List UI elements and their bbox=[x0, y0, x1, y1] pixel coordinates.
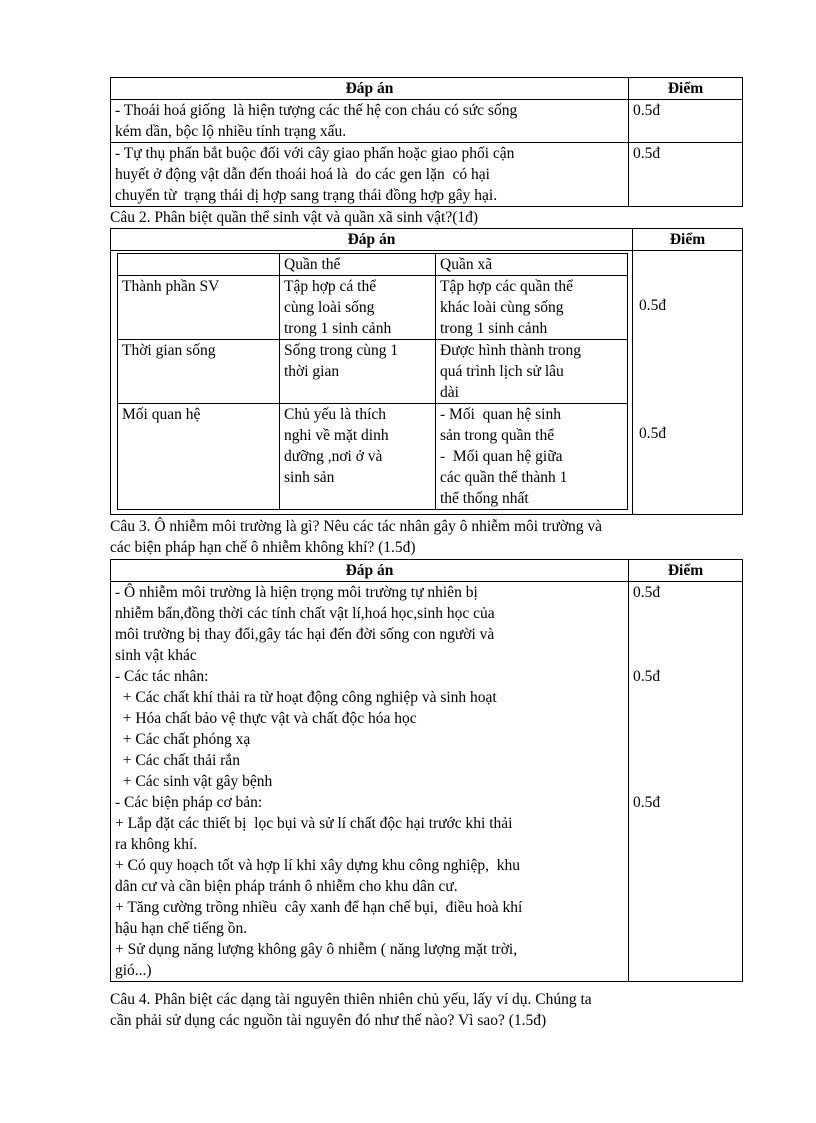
comparison-cell bbox=[111, 251, 633, 515]
score-value: 0.5đ bbox=[639, 425, 667, 442]
comparison-table bbox=[117, 253, 628, 510]
row-label: Thời gian sống bbox=[118, 340, 280, 404]
score-cell: 0.5đ bbox=[629, 100, 743, 143]
score-cell bbox=[633, 251, 743, 515]
corner-cell bbox=[118, 254, 280, 276]
row-label: Thành phần SV bbox=[118, 276, 280, 340]
col-header-quan-xa: Quần xã bbox=[436, 254, 628, 276]
score-cell: 0.5đ bbox=[629, 582, 743, 667]
answer-cell: - Thoái hoá giống là hiện tượng các thế hệ con cháu có sức sống kém dần, bộc lộ nhiều tính trạng xấu. bbox=[111, 100, 629, 143]
question-4: Câu 4. Phân biệt các dạng tài nguyên thiên nhiên chủ yếu, lấy ví dụ. Chúng ta cần phải sử dụng các nguồn tài nguyên đó như thế nào? Vì sao? (1.5đ) bbox=[110, 991, 592, 1029]
col-header-quan-the: Quần thể bbox=[280, 254, 436, 276]
score-cell: 0.5đ bbox=[629, 143, 743, 207]
quan-the-cell: Chủ yếu là thích nghi về mặt dinh dưỡng ,nơi ở và sinh sản bbox=[280, 404, 436, 510]
answer-cell: - Các tác nhân: + Các chất khí thải ra từ hoạt động công nghiệp và sinh hoạt + Hóa chất bảo vệ thực vật và chất độc hóa học + Các chất phóng xạ + Các chất thải rắn + Các sinh vật gây bệnh bbox=[111, 666, 629, 792]
answer-header: Đáp án bbox=[111, 560, 629, 582]
quan-xa-cell: Tập hợp các quần thể khác loài cùng sống trong 1 sinh cảnh bbox=[436, 276, 628, 340]
row-label: Mối quan hệ bbox=[118, 404, 280, 510]
question-2: Câu 2. Phân biệt quần thể sinh vật và quần xã sinh vật?(1đ) bbox=[110, 209, 479, 226]
answer-cell: - Các biện pháp cơ bản: + Lắp đặt các thiết bị lọc bụi và sử lí chất độc hại trước khi thải ra không khí. + Có quy hoạch tốt và hợp lí khi xây dựng khu công nghiệp, khu dân cư và cần biện pháp tránh ô nhiễm cho khu dân cư. + Tăng cường trồng nhiều cây xanh để hạn chế bụi, điều hoà khí hậu hạn chế tiếng ồn. + Sử dụng năng lượng không gây ô nhiễm ( năng lượng mặt trời, gió...) bbox=[111, 792, 629, 982]
answer-table-2 bbox=[110, 228, 743, 515]
answer-cell: - Tự thụ phấn bắt buộc đối với cây giao phấn hoặc giao phối cận huyết ở động vật dẫn đến thoái hoá là do các gen lặn có hại chuyển từ trạng thái dị hợp sang trạng thái đồng hợp gây hại. bbox=[111, 143, 629, 207]
quan-xa-cell: Được hình thành trong quá trình lịch sử lâu dài bbox=[436, 340, 628, 404]
answer-table-1 bbox=[110, 77, 743, 207]
question-3: Câu 3. Ô nhiễm môi trường là gì? Nêu các tác nhân gây ô nhiễm môi trường và các biện pháp hạn chế ô nhiễm không khí? (1.5đ) bbox=[110, 518, 603, 556]
quan-the-cell: Tập hợp cá thể cùng loài sống trong 1 sinh cảnh bbox=[280, 276, 436, 340]
score-value: 0.5đ bbox=[639, 297, 667, 314]
answer-table-3 bbox=[110, 559, 743, 982]
quan-the-cell: Sống trong cùng 1 thời gian bbox=[280, 340, 436, 404]
score-cell: 0.5đ bbox=[629, 792, 743, 982]
answer-header: Đáp án bbox=[111, 78, 629, 100]
answer-cell: - Ô nhiễm môi trường là hiện trọng môi trường tự nhiên bị nhiễm bẩn,đồng thời các tính chất vật lí,hoá học,sinh học của môi trường bị thay đổi,gây tác hại đến đời sống con người và sinh vật khác bbox=[111, 582, 629, 667]
score-header: Điểm bbox=[629, 560, 743, 582]
score-cell: 0.5đ bbox=[629, 666, 743, 792]
score-header: Điểm bbox=[633, 229, 743, 251]
answer-header: Đáp án bbox=[111, 229, 633, 251]
quan-xa-cell: - Mối quan hệ sinh sản trong quần thể - Mối quan hệ giữa các quần thể thành 1 thể thống nhất bbox=[436, 404, 628, 510]
score-header: Điểm bbox=[629, 78, 743, 100]
